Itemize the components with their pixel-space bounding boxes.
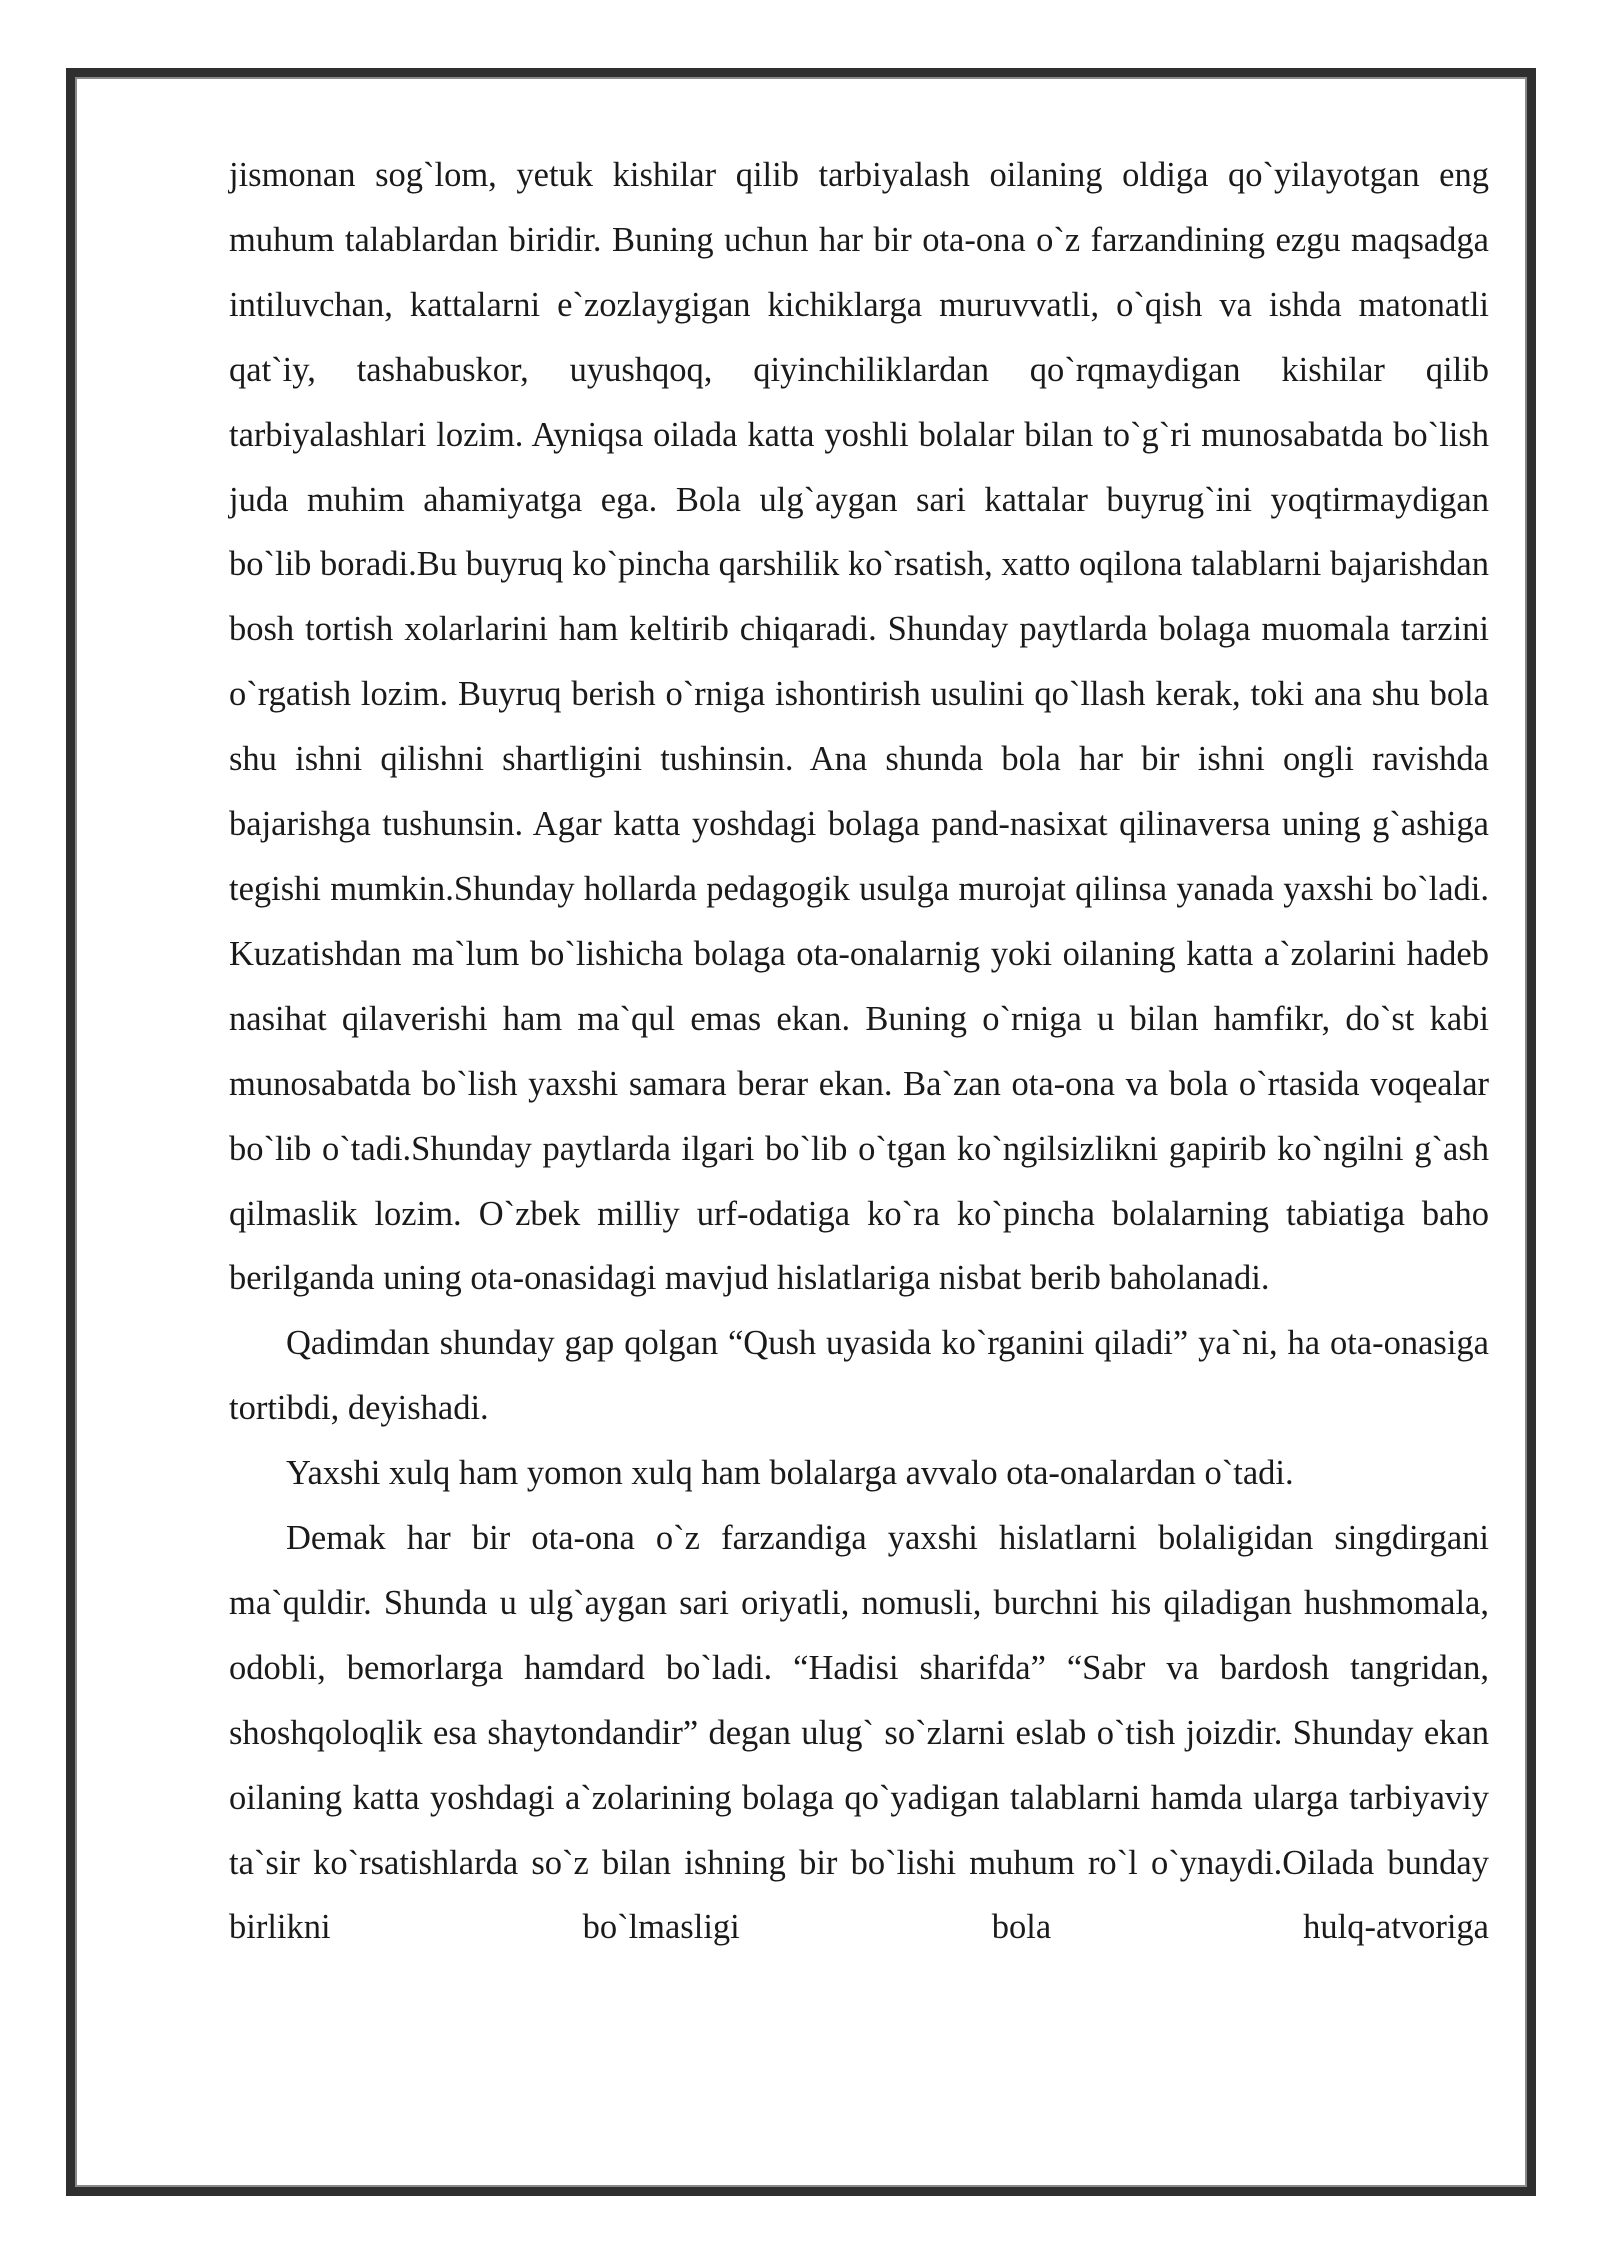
paragraph-4: Demak har bir ota-ona o`z farzandiga yaxshi hislatlarni bolaligidan singdirgani ma`quldir. Shunda u ulg`aygan sari oriyatli, nomusli, burchni his qiladigan hushmomala, odobli, bemorlarga hamdard bo`ladi. “Hadisi sharifda” “Sabr va bardosh tangridan, shoshqoloqlik esa shaytondandir” degan ulug` so`zlarni eslab o`tish joizdir. Shunday ekan oilaning katta yoshdagi a`zolarining bolaga qo`yadigan talablarni hamda ularga tarbiyaviy ta`sir ko`rsatishlarda so`z bilan ishning bir bo`lishi muhum ro`l o`ynaydi.Oilada bunday birlikni bo`lmasligi bola hulq-atvoriga — [229, 1519, 1489, 1947]
document-body — [229, 143, 1489, 1960]
paragraph-1: jismonan sog`lom, yetuk kishilar qilib tarbiyalash oilaning oldiga qo`yilayotgan eng muhum talablardan biridir. Buning uchun har bir ota-ona o`z farzandining ezgu maqsadga intiluvchan, kattalarni e`zozlaygigan kichiklarga muruvvatli, o`qish va ishda matonatli qat`iy, tashabuskor, uyushqoq, qiyinchiliklardan qo`rqmaydigan kishilar qilib tarbiyalashlari lozim. Ayniqsa oilada katta yoshli bolalar bilan to`g`ri munosabatda bo`lish juda muhim ahamiyatga ega. Bola ulg`aygan sari kattalar buyrug`ini yoqtirmaydigan bo`lib boradi.Bu buyruq ko`pincha qarshilik ko`rsatish, xatto oqilona talablarni bajarishdan bosh tortish xolarlarini ham keltirib chiqaradi. Shunday paytlarda bolaga muomala tarzini o`rgatish lozim. Buyruq berish o`rniga ishontirish usulini qo`llash kerak, toki ana shu bola shu ishni qilishni shartligini tushinsin. Ana shunda bola har bir ishni ongli ravishda bajarishga tushunsin. Agar katta yoshdagi bolaga pand-nasixat qilinaversa uning g`ashiga tegishi mumkin.Shunday hollarda pedagogik usulga murojat qilinsa yanada yaxshi bo`ladi. Kuzatishdan ma`lum bo`lishicha bolaga ota-onalarnig yoki oilaning katta a`zolarini hadeb nasihat qilaverishi ham ma`qul emas ekan. Buning o`rniga u bilan hamfikr, do`st kabi munosabatda bo`lish yaxshi samara berar ekan. Ba`zan ota-ona va bola o`rtasida voqealar bo`lib o`tadi.Shunday paytlarda ilgari bo`lib o`tgan ko`ngilsizlikni gapirib ko`ngilni g`ash qilmaslik lozim. O`zbek milliy urf-odatiga ko`ra ko`pincha bolalarning tabiatiga baho berilganda uning ota-onasidagi mavjud hislatlariga nisbat berib baholanadi. — [229, 156, 1489, 1298]
paragraph-3: Yaxshi xulq ham yomon xulq ham bolalarga avvalo ota-onalardan o`tadi. — [286, 1454, 1294, 1493]
paragraph-2: Qadimdan shunday gap qolgan “Qush uyasida ko`rganini qiladi” ya`ni, ha ota-onasiga tortibdi, deyishadi. — [229, 1324, 1489, 1428]
